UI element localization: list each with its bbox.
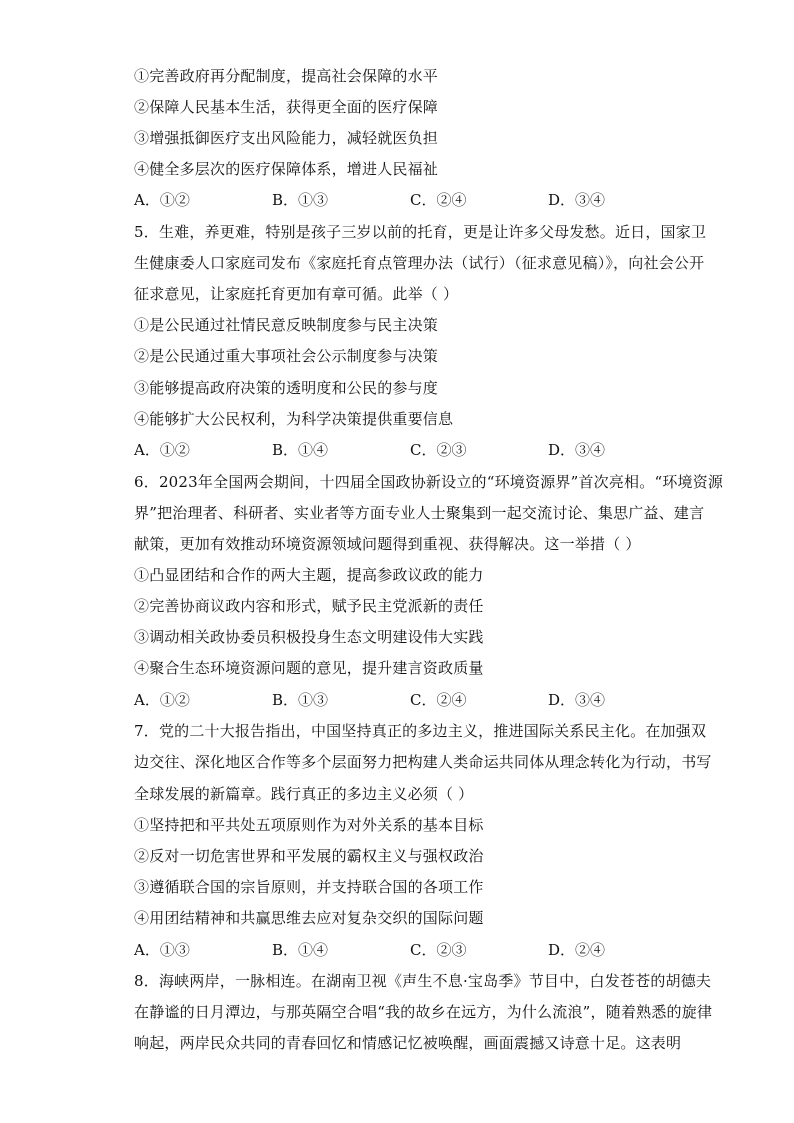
q7-option-2: ②反对一切危害世界和平发展的霸权主义与强权政治 (134, 847, 484, 865)
q7-option-4: ④用团结精神和共赢思维去应对复杂交织的国际问题 (134, 909, 484, 927)
q4-answer-d: D．③④ (548, 191, 606, 209)
q5-answer-b: B．①④ (272, 441, 329, 459)
q6-option-4: ④聚合生态环境资源问题的意见，提升建言资政质量 (134, 659, 484, 677)
q5-option-2: ②是公民通过重大事项社会公示制度参与决策 (134, 347, 439, 365)
q5-answers (134, 440, 694, 460)
q6-answer-b: B．①③ (272, 691, 329, 709)
q7-answer-b: B．①④ (272, 941, 329, 959)
q6-answers (134, 690, 694, 710)
q4-option-4: ④健全多层次的医疗保障体系，增进人民福祉 (134, 160, 439, 178)
q8-stem-line-1: 8．海峡两岸，一脉相连。在湖南卫视《声生不息·宝岛季》节目中，白发苍苍的胡德夫 (134, 972, 712, 990)
q5-answer-c: C．②③ (410, 441, 467, 459)
q5-option-1: ①是公民通过社情民意反映制度参与民主决策 (134, 316, 439, 334)
q7-answer-d: D．②④ (548, 941, 606, 959)
q6-stem-line-1: 6．2023年全国两会期间，十四届全国政协新设立的“环境资源界”首次亮相。“环境资源 (134, 473, 724, 491)
q7-answers (134, 940, 694, 960)
q6-answer-c: C．②④ (410, 691, 467, 709)
q5-stem-line-3: 征求意见，让家庭托育更加有章可循。此举（ ） (134, 285, 459, 303)
q6-stem-line-3: 献策，更加有效推动环境资源领域问题得到重视、获得解决。这一举措（ ） (134, 535, 641, 553)
q7-answer-a: A．①③ (134, 941, 190, 959)
q6-option-1: ①凸显团结和合作的两大主题，提高参政议政的能力 (134, 566, 484, 584)
q6-answer-a: A．①② (134, 691, 190, 709)
q4-answers (134, 190, 694, 210)
q6-option-2: ②完善协商议政内容和形式，赋予民主党派新的责任 (134, 597, 484, 615)
q7-stem-line-3: 全球发展的新篇章。践行真正的多边主义必须（ ） (134, 785, 474, 803)
q6-answer-d: D．③④ (548, 691, 606, 709)
q4-option-2: ②保障人民基本生活，获得更全面的医疗保障 (134, 98, 439, 116)
q7-option-1: ①坚持把和平共处五项原则作为对外关系的基本目标 (134, 816, 484, 834)
q5-stem-line-1: 5．生难，养更难，特别是孩子三岁以前的托育，更是让许多父母发愁。近日，国家卫 (134, 223, 707, 241)
q7-answer-c: C．②③ (410, 941, 467, 959)
q5-stem-line-2: 生健康委人口家庭司发布《家庭托育点管理办法（试行）（征求意见稿）》，向社会公开 (134, 254, 705, 272)
q4-option-1: ①完善政府再分配制度，提高社会保障的水平 (134, 67, 439, 85)
q4-answer-b: B．①③ (272, 191, 329, 209)
q8-stem-line-2: 在静谧的日月潭边，与那英隔空合唱“我的故乡在远方，为什么流浪”，随着熟悉的旋律 (134, 1003, 713, 1021)
q5-answer-d: D．③④ (548, 441, 606, 459)
q5-answer-a: A．①② (134, 441, 190, 459)
q7-option-3: ③遵循联合国的宗旨原则，并支持联合国的各项工作 (134, 878, 484, 896)
q5-option-4: ④能够扩大公民权利，为科学决策提供重要信息 (134, 410, 454, 428)
q6-stem-line-2: 界”把治理者、科研者、实业者等方面专业人士聚集到一起交流讨论、集思广益、建言 (134, 504, 705, 522)
q4-answer-c: C．②④ (410, 191, 467, 209)
q4-option-3: ③增强抵御医疗支出风险能力，减轻就医负担 (134, 129, 439, 147)
q5-option-3: ③能够提高政府决策的透明度和公民的参与度 (134, 379, 439, 397)
q8-stem-line-3: 响起，两岸民众共同的青春回忆和情感记忆被唤醒，画面震撼又诗意十足。这表明 (134, 1034, 682, 1052)
q4-answer-a: A．①② (134, 191, 190, 209)
q7-stem-line-2: 边交往、深化地区合作等多个层面努力把构建人类命运共同体从理念转化为行动，书写 (134, 753, 712, 771)
q7-stem-line-1: 7．党的二十大报告指出，中国坚持真正的多边主义，推进国际关系民主化。在加强双 (134, 722, 707, 740)
q6-option-3: ③调动相关政协委员积极投身生态文明建设伟大实践 (134, 628, 484, 646)
